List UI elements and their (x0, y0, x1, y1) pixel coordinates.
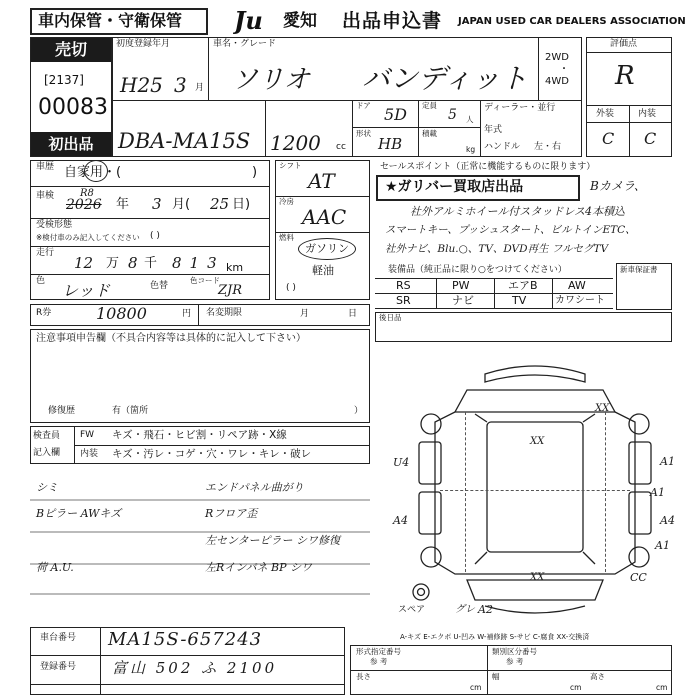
name-change-day: 日 (348, 309, 358, 319)
recycle-unit: 円 (182, 309, 192, 319)
equip-tv: TV (512, 294, 527, 307)
first-reg-era: H25 (120, 73, 163, 97)
doors-value: 5D (384, 105, 408, 124)
fuel-gasoline: ガソリン (305, 242, 349, 255)
interior-grade: C (644, 129, 657, 148)
exterior-grade: C (602, 129, 615, 148)
displacement: 1200 (270, 131, 321, 155)
exterior-label: 外装 (596, 109, 615, 119)
inspection-month-unit: 月( (172, 197, 191, 212)
name-change-month: 月 (300, 309, 310, 319)
equip-navi: ナビ (452, 294, 474, 307)
entry-label: 記入欄 (33, 448, 61, 458)
mileage-sen-unit: 千 (144, 256, 158, 271)
repair-close: ） (354, 406, 364, 416)
inspector-note-4: 左センターピラー シワ修復 (205, 534, 341, 547)
color-value: レッド (62, 281, 110, 300)
selling-line-3: 社外ナビ、Blu.○、TV、DVD再生 フルセグTV (385, 243, 609, 255)
diagram-mark-a1-r2: A1 (650, 486, 665, 499)
org-name: 愛知 (283, 11, 317, 31)
repair-value: 有（箇所 (112, 406, 149, 416)
selling-banner: ★ガリバー買取店出品 (385, 179, 524, 195)
diagram-mark-a1-r3: A1 (655, 539, 670, 552)
mileage-label: 走行 (36, 248, 55, 258)
selling-line-0: Bカメラ、 (590, 179, 646, 193)
capacity-value: 5 (448, 107, 457, 123)
mileage-man-unit: 万 (106, 256, 120, 271)
year-label: 年式 (484, 125, 503, 135)
color-code: ZJR (218, 283, 243, 298)
diagram-mark-cc: CC (630, 571, 647, 584)
aircon-value: AAC (302, 205, 347, 229)
equip-seat: カワシート (555, 295, 605, 306)
equip-airbag: エアB (508, 279, 538, 292)
diagram-dash-mid (440, 490, 630, 491)
class-label: 類別区分番号 (492, 647, 537, 656)
shape-value: HB (378, 135, 403, 153)
load-label: 積載 (422, 129, 437, 138)
frame-label: 車台番号 (40, 633, 77, 643)
new-warranty: 新車保証書 (620, 265, 658, 274)
equip-sr: SR (396, 294, 411, 307)
color-code-label: 色コード (190, 276, 220, 285)
selling-points-label: セールスポイント（正常に機能するものに限ります） (380, 162, 596, 172)
diagram-mark-xx-mid: XX (530, 436, 545, 447)
cm-2: cm (570, 683, 582, 692)
recycle-amount: 10800 (96, 304, 147, 323)
inspection-year-unit: 年 (116, 197, 130, 212)
inspector-note-0: シミ (36, 481, 58, 494)
diagram-spare-label: スペア (398, 605, 426, 615)
shape-label: 形状 (356, 129, 371, 138)
cm-1: cm (470, 683, 482, 692)
frame-number: MA15S-657243 (108, 629, 263, 650)
usage-close: ) (252, 165, 258, 180)
rating-score: R (615, 61, 635, 91)
color-change-label: 色替 (150, 281, 169, 291)
dealer-label: ディーラー・並行 (484, 103, 556, 113)
form-title: 出品申込書 (342, 10, 443, 32)
equipment-label: 装備品（純正品に限り○をつけてください） (388, 265, 567, 275)
storage-notice: 車内保管・守衛保管 (38, 11, 183, 30)
ju-logo (233, 8, 281, 38)
shift-value: AT (308, 169, 335, 193)
rating-label: 評価点 (610, 39, 638, 49)
length-label: 長さ (356, 672, 371, 681)
drive-2wd: 2WD (545, 52, 569, 63)
width-label: 幅 (492, 672, 500, 681)
drive-4wd: 4WD (545, 76, 569, 87)
repair-label: 修復歴 (48, 406, 76, 416)
doors-label: ドア (356, 101, 371, 110)
capacity-label: 定員 (422, 101, 437, 110)
first-reg-label: 初度登録年月 (116, 39, 171, 49)
lot-code: [2137] (44, 73, 84, 87)
cc-unit: cc (336, 142, 346, 152)
handle-value: 左・右 (534, 142, 562, 152)
svg-text:Ju: Ju (234, 8, 263, 34)
kg-unit: kg (466, 145, 476, 154)
diagram-mark-xx-rear: XX (530, 572, 545, 583)
height-label: 高さ (590, 672, 605, 681)
int-label: 内装 (80, 449, 99, 459)
first-reg-month: 3 (174, 73, 187, 97)
model-name: ソリオ (232, 65, 310, 95)
diagram-mark-a2: A2 (478, 603, 493, 616)
class-sub: 参 考 (506, 657, 524, 666)
selling-line-2: スマートキー、プッシュスタート、ビルトインETC、 (385, 224, 636, 236)
equip-pw: PW (452, 279, 470, 292)
diagram-mark-a4-r: A4 (660, 514, 675, 527)
mileage-sen: 8 (128, 254, 138, 272)
inspector-note-6: 荷 A.U. (36, 561, 74, 574)
recycle-label: R券 (36, 308, 52, 318)
type-sub: 参 考 (370, 657, 388, 666)
type-label: 形式指定番号 (356, 647, 401, 656)
recycle-box (30, 304, 370, 326)
first-listing-badge: 初出品 (31, 132, 111, 156)
remarks-box (375, 312, 672, 342)
inspector-note-2: エンドパネル曲がり (205, 481, 304, 494)
capacity-unit: 人 (466, 115, 474, 124)
interior-label: 内装 (638, 109, 657, 119)
mileage-rest: 813 (172, 254, 225, 272)
inspection-day: 25 (210, 195, 230, 213)
sold-badge: 売切 (31, 38, 111, 62)
model-grade: バンディット (362, 62, 528, 95)
equip-rs: RS (396, 279, 411, 292)
accept-note: ※検付車のみ記入してください (36, 233, 140, 242)
equip-aw: AW (568, 279, 586, 292)
usage-label: 車歴 (36, 162, 55, 172)
aircon-label: 冷房 (279, 197, 294, 206)
diagram-mark-xx-top: XX (595, 403, 610, 414)
handle-label: ハンドル (484, 142, 521, 152)
fw-label: FW (80, 430, 95, 440)
int-items: キズ・汚レ・コゲ・穴・ワレ・キレ・破レ (112, 448, 312, 460)
inspector-note-3: Rフロア歪 (205, 507, 258, 520)
model-label: 車名・グレード (213, 39, 277, 49)
drive-dot: ・ (559, 64, 569, 75)
diagram-dash-left (465, 412, 466, 572)
inspection-day-unit: 日) (232, 197, 251, 212)
diagram-dash-right (605, 412, 606, 572)
reg-number: 富山 502 ふ 2100 (112, 659, 278, 677)
fuel-label: 燃料 (279, 233, 294, 242)
inspector-label: 検査員 (33, 431, 61, 441)
mileage-unit: km (226, 261, 244, 274)
selling-line-1: 社外アルミホイール付スタッドレス4本積込 (410, 205, 626, 218)
cm-3: cm (656, 683, 668, 692)
diagram-bumper-label: グレ (455, 604, 475, 615)
inspection-year: R8 (80, 188, 94, 199)
name-change-label: 名変期限 (206, 308, 243, 318)
inspection-struck-year: 2026 (66, 197, 102, 213)
remarks-label: 後日品 (379, 313, 402, 322)
color-label: 色 (36, 276, 46, 286)
inspector-note-5: 左Rインパネ BP シワ (205, 561, 312, 574)
notes-header: 注意事項申告欄（不具合内容等は具体的に記入して下さい） (36, 333, 306, 344)
diagram-mark-u4-l: U4 (393, 456, 410, 469)
chassis-code: DBA-MA15S (118, 129, 251, 153)
month-suffix: 月 (195, 83, 205, 93)
usage-value: 自家用・( (64, 165, 122, 180)
accept-paren: ( ) (150, 231, 160, 241)
fuel-diesel: 軽油 (312, 264, 334, 277)
inspection-month: 3 (152, 195, 162, 213)
lot-number: 00083 (38, 95, 108, 120)
diagram-mark-a4-l: A4 (393, 514, 408, 527)
mileage-man: 12 (74, 254, 94, 272)
car-diagram (405, 352, 665, 626)
fuel-paren: ( ) (286, 283, 296, 293)
reg-label: 登録番号 (40, 662, 77, 672)
association-name: JAPAN USED CAR DEALERS ASSOCIATION (458, 16, 686, 27)
inspector-note-1: Bピラー AWキズ (36, 507, 122, 520)
accept-label: 受検形態 (36, 220, 73, 230)
shift-label: シフト (279, 161, 302, 170)
diagram-mark-a1-r1: A1 (660, 455, 675, 468)
fw-items: キズ・飛石・ヒビ割・リペア跡・X線 (112, 429, 287, 441)
inspection-label: 車検 (36, 191, 55, 201)
damage-legend: A-キズ E-エクボ U-凹み W-補修跡 S-サビ C-腐食 XX-交換済 (400, 633, 590, 641)
